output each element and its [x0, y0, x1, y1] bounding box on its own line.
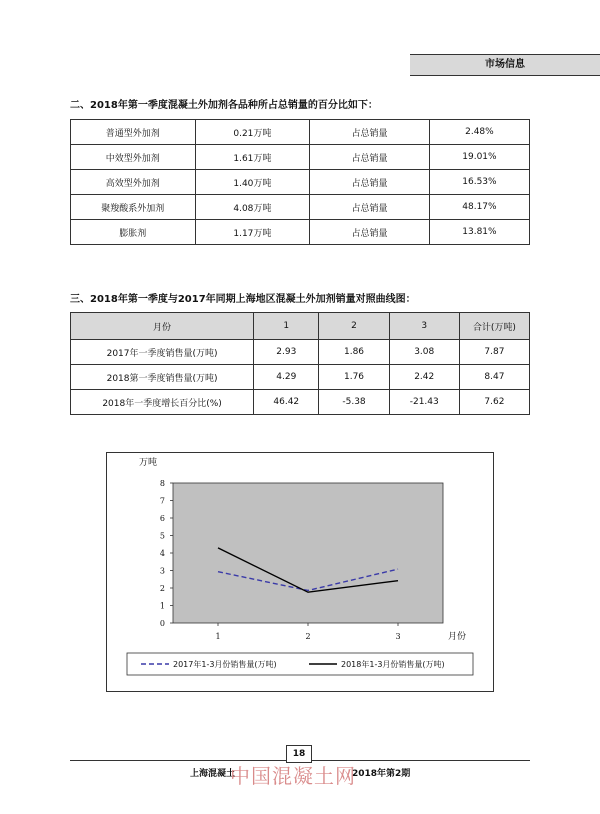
- table-cell: 4.29: [254, 365, 319, 390]
- table-row: [71, 195, 530, 220]
- table-cell: 2017年一季度销售量(万吨): [71, 340, 254, 365]
- table-cell-name: 高效型外加剂: [71, 170, 196, 195]
- footer-issue: 2018年第2期: [352, 769, 411, 779]
- table-row: [71, 120, 530, 145]
- table-cell: 2.93: [254, 340, 319, 365]
- x-tick-label: 1: [215, 632, 221, 641]
- table-row: [71, 365, 530, 390]
- y-tick-label: 0: [159, 619, 165, 628]
- table-cell-name: 膨胀剂: [71, 220, 196, 245]
- section-header-tab: 市场信息: [410, 54, 600, 76]
- table-cell-label: 占总销量: [310, 145, 430, 170]
- table-cell-label: 占总销量: [310, 120, 430, 145]
- variety-share-table: [70, 119, 530, 245]
- table-cell-label: 占总销量: [310, 220, 430, 245]
- y-tick-label: 2: [159, 584, 165, 593]
- table-row: [71, 390, 530, 415]
- y-tick-label: 4: [159, 549, 165, 558]
- table-cell: 7.62: [459, 390, 529, 415]
- table-header-cell: 2: [319, 313, 389, 340]
- table-row: [71, 340, 530, 365]
- table-cell: -5.38: [319, 390, 389, 415]
- section1-title: 二、2018年第一季度混凝土外加剂各品种所占总销量的百分比如下：: [70, 100, 378, 111]
- table-cell-pct: 2.48%: [429, 120, 529, 145]
- table-header-cell: 合计(万吨): [459, 313, 529, 340]
- y-tick-label: 1: [159, 601, 165, 611]
- table-header-cell: 1: [254, 313, 319, 340]
- y-tick-label: 6: [159, 514, 165, 523]
- plot-area: [173, 483, 443, 623]
- table-cell: 7.87: [459, 340, 529, 365]
- page-number: 18: [286, 745, 312, 763]
- table-cell-name: 聚羧酸系外加剂: [71, 195, 196, 220]
- x-axis-label: 月份: [448, 632, 467, 642]
- table-cell-amount: 4.08万吨: [195, 195, 310, 220]
- table-cell-label: 占总销量: [310, 195, 430, 220]
- table-cell: 1.86: [319, 340, 389, 365]
- section2-title: 三、2018年第一季度与2017年同期上海地区混凝土外加剂销量对照曲线图：: [70, 294, 416, 305]
- table-cell: 2.42: [389, 365, 459, 390]
- sales-line-chart: [106, 452, 494, 692]
- watermark-logo: 中国混凝土网: [230, 764, 356, 788]
- table-cell: -21.43: [389, 390, 459, 415]
- table-cell: 2018第一季度销售量(万吨): [71, 365, 254, 390]
- y-tick-label: 7: [159, 496, 165, 506]
- table-header-row: [71, 313, 530, 340]
- table-cell-label: 占总销量: [310, 170, 430, 195]
- legend-label-2: 2018年1-3月份销售量(万吨): [341, 660, 445, 669]
- table-cell: 1.76: [319, 365, 389, 390]
- table-row: [71, 220, 530, 245]
- table-cell: 3.08: [389, 340, 459, 365]
- table-cell: 46.42: [254, 390, 319, 415]
- table-cell-amount: 1.61万吨: [195, 145, 310, 170]
- footer-journal: 上海混凝土: [190, 769, 236, 779]
- table-header-cell: 3: [389, 313, 459, 340]
- table-header-cell: 月份: [71, 313, 254, 340]
- table-cell-name: 普通型外加剂: [71, 120, 196, 145]
- sales-comparison-table: [70, 312, 530, 415]
- y-tick-label: 5: [159, 531, 165, 541]
- table-cell-name: 中效型外加剂: [71, 145, 196, 170]
- table-cell-pct: 48.17%: [429, 195, 529, 220]
- table-cell-amount: 0.21万吨: [195, 120, 310, 145]
- table-cell-pct: 19.01%: [429, 145, 529, 170]
- table-cell-amount: 1.40万吨: [195, 170, 310, 195]
- y-axis-label: 万吨: [139, 458, 158, 468]
- table-row: [71, 145, 530, 170]
- y-tick-label: 8: [159, 479, 165, 488]
- table-cell-amount: 1.17万吨: [195, 220, 310, 245]
- table-cell: 2018年一季度增长百分比(%): [71, 390, 254, 415]
- y-tick-label: 3: [159, 566, 165, 576]
- x-tick-label: 3: [395, 632, 401, 641]
- chart-svg: [107, 453, 493, 691]
- table-row: [71, 170, 530, 195]
- legend-label-1: 2017年1-3月份销售量(万吨): [173, 660, 277, 669]
- table-cell-pct: 16.53%: [429, 170, 529, 195]
- table-cell-pct: 13.81%: [429, 220, 529, 245]
- x-tick-label: 2: [305, 632, 311, 641]
- table-cell: 8.47: [459, 365, 529, 390]
